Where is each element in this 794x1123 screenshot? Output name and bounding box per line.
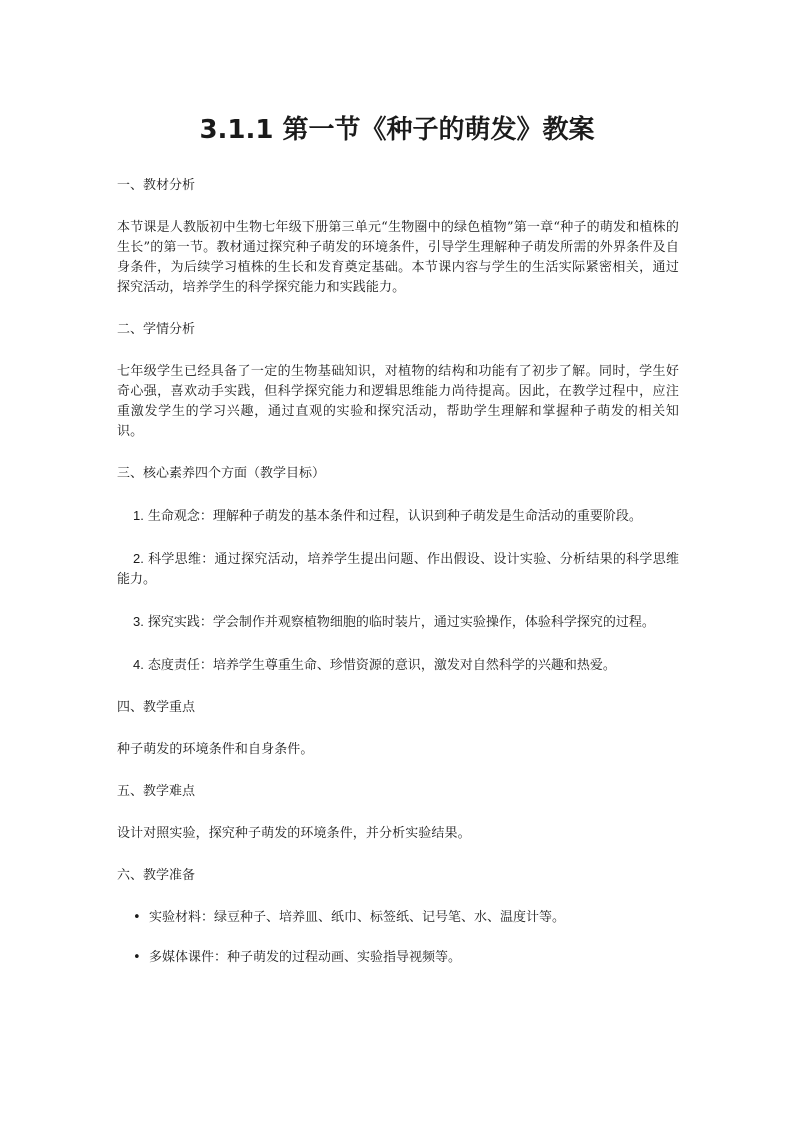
section-body-key-points: 种子萌发的环境条件和自身条件。 (117, 742, 314, 757)
section-body-textbook-analysis: 本节课是人教版初中生物七年级下册第三单元“生物圈中的绿色植物”第一章“种子的萌发和植株的生长”的第一节。教材通过探究种子萌发的环境条件，引导学生理解种子萌发所需的外界条件及自身条件，为后续学习植株的生长和发育奠定基础。本节课内容与学生的生活实际紧密相关，通过探究活动，培养学生的科学探究能力和实践能力。 (117, 220, 679, 295)
objective-number: 3. (133, 614, 144, 629)
objective-item (117, 549, 679, 590)
document-body (117, 176, 679, 988)
objective-number: 4. (133, 657, 144, 672)
objective-item (117, 506, 679, 527)
objective-text: 生命观念：理解种子萌发的基本条件和过程，认识到种子萌发是生命活动的重要阶段。 (147, 509, 642, 524)
section-heading-textbook-analysis: 一、教材分析 (117, 178, 196, 193)
section-body-student-analysis: 七年级学生已经具备了一定的生物基础知识，对植物的结构和功能有了初步了解。同时，学生好奇心强，喜欢动手实践，但科学探究能力和逻辑思维能力尚待提高。因此，在教学过程中，应注重激发学生的学习兴趣，通过直观的实验和探究活动，帮助学生理解和掌握种子萌发的相关知识。 (117, 364, 679, 439)
objective-number: 1. (133, 508, 144, 523)
section-heading-key-points: 四、教学重点 (117, 700, 196, 715)
section-heading-difficulties: 五、教学难点 (117, 784, 196, 799)
objective-item (117, 612, 679, 633)
section-heading-objectives: 三、核心素养四个方面（教学目标） (117, 466, 326, 481)
section-heading-preparation: 六、教学准备 (117, 868, 196, 883)
objective-text: 态度责任：培养学生尊重生命、珍惜资源的意识，激发对自然科学的兴趣和热爱。 (147, 658, 616, 673)
bullet-icon: • (133, 950, 141, 965)
objective-number: 2. (133, 551, 144, 566)
objective-text: 科学思维：通过探究活动，培养学生提出问题、作出假设、设计实验、分析结果的科学思维能力。 (117, 552, 679, 587)
document-title: 3.1.1 第一节《种子的萌发》教案 (199, 115, 595, 145)
preparation-text: 多媒体课件：种子萌发的过程动画、实验指导视频等。 (149, 950, 462, 965)
preparation-item (117, 908, 679, 928)
bullet-icon: • (133, 910, 141, 925)
objective-item (117, 655, 679, 676)
section-heading-student-analysis: 二、学情分析 (117, 322, 196, 337)
objective-text: 探究实践：学会制作并观察植物细胞的临时装片，通过实验操作，体验科学探究的过程。 (147, 615, 655, 630)
section-body-difficulties: 设计对照实验，探究种子萌发的环境条件，并分析实验结果。 (117, 826, 471, 841)
preparation-item (117, 948, 679, 968)
preparation-text: 实验材料：绿豆种子、培养皿、纸巾、标签纸、记号笔、水、温度计等。 (149, 910, 566, 925)
